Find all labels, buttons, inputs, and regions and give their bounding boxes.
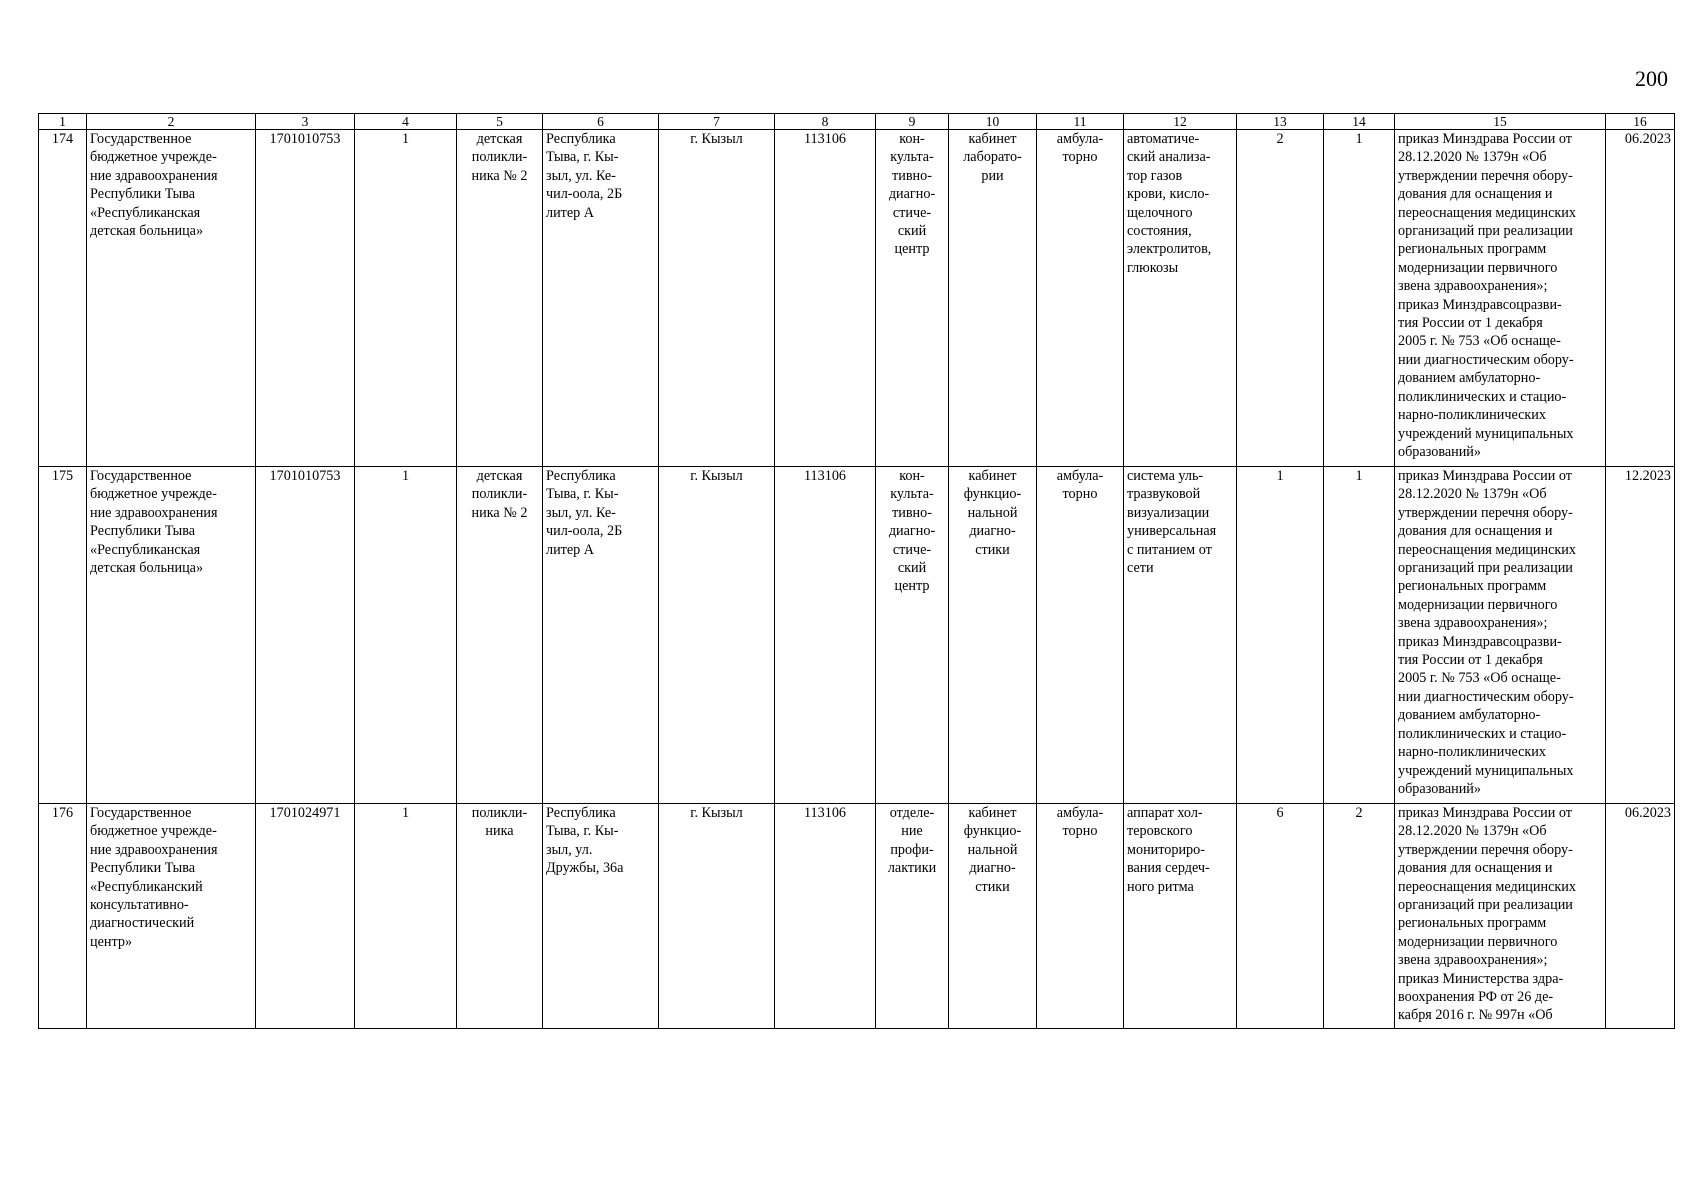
text-line: организаций при реализации (1398, 223, 1573, 240)
column-number-header: 6 (543, 114, 659, 130)
text-line: переоснащения медицинских (1398, 204, 1576, 221)
date-cell: 12.2023 (1606, 467, 1675, 804)
row-number-cell: 174 (39, 130, 87, 467)
text-line: нии диагностическим обору- (1398, 688, 1574, 705)
text-line: торно (1062, 149, 1098, 166)
date-cell: 06.2023 (1606, 804, 1675, 1029)
text-line: центр (894, 241, 930, 258)
inn-cell: 1701010753 (256, 467, 355, 804)
text-line: вания сердеч- (1127, 860, 1210, 877)
text-line: состояния, (1127, 223, 1192, 240)
organization-cell (87, 130, 256, 467)
text-line: организаций при реализации (1398, 897, 1573, 914)
text-line: лактики (887, 860, 937, 877)
text-line: Республики Тыва (90, 523, 196, 540)
text-line: звена здравоохранения»; (1398, 615, 1548, 632)
column-number-header: 1 (39, 114, 87, 130)
text-line: кон- (899, 131, 925, 147)
text-line: поликлинических и стацио- (1398, 388, 1567, 405)
city-cell: г. Кызыл (659, 804, 775, 1029)
text-line: диагно- (888, 523, 936, 540)
text-line: Государственное (90, 805, 192, 821)
text-line: амбула- (1056, 131, 1104, 147)
text-line: функцио- (963, 823, 1022, 840)
text-line: «Республиканская (90, 204, 201, 221)
text-line: глюкозы (1127, 259, 1179, 276)
text-line: «Республиканская (90, 541, 201, 558)
quantity-col4-cell: 1 (355, 804, 457, 1029)
text-line: поликли- (471, 486, 528, 503)
text-line: образований» (1398, 780, 1481, 797)
text-line: щелочного (1127, 204, 1193, 221)
column-number-header: 10 (949, 114, 1037, 130)
address-cell (543, 804, 659, 1029)
text-line: стиче- (892, 204, 932, 221)
code-cell: 113106 (775, 130, 876, 467)
room-cell (949, 130, 1037, 467)
column-number-header: 2 (87, 114, 256, 130)
text-line: детская (476, 468, 523, 484)
column-number-header: 13 (1237, 114, 1324, 130)
text-line: универсальная (1127, 523, 1217, 540)
row-number-cell: 176 (39, 804, 87, 1029)
text-line: 2005 г. № 753 «Об оснаще- (1398, 333, 1561, 350)
text-line: зыл, ул. (546, 841, 593, 858)
text-line: консультативно- (90, 897, 189, 914)
text-line: ного ритма (1127, 878, 1194, 895)
unit-cell (457, 467, 543, 804)
unit-cell (457, 804, 543, 1029)
text-line: дованием амбулаторно- (1398, 707, 1541, 724)
text-line: мониториро- (1127, 841, 1205, 858)
text-line: бюджетное учрежде- (90, 823, 217, 840)
text-line: нии диагностическим обору- (1398, 351, 1574, 368)
text-line: региональных программ (1398, 915, 1547, 932)
text-line: литер А (546, 204, 595, 221)
text-line: приказ Минздравсоцразви- (1398, 633, 1562, 650)
text-line: тия России от 1 декабря (1398, 652, 1543, 669)
column-number-header: 11 (1037, 114, 1124, 130)
column-number-header: 3 (256, 114, 355, 130)
legal-basis-cell (1395, 804, 1606, 1029)
text-line: нарно-поликлинических (1398, 744, 1546, 761)
text-line: стики (975, 541, 1010, 558)
text-line: утверждении перечня обору- (1398, 167, 1573, 184)
address-cell (543, 467, 659, 804)
unit-cell (457, 130, 543, 467)
text-line: крови, кисло- (1127, 186, 1210, 203)
text-line: нарно-поликлинических (1398, 407, 1546, 424)
text-line: кон- (899, 468, 925, 484)
text-line: ский (897, 560, 927, 577)
text-line: диагно- (969, 523, 1016, 540)
quantity-col4-cell: 1 (355, 467, 457, 804)
text-line: звена здравоохранения»; (1398, 278, 1548, 295)
page-number: 200 (1635, 66, 1668, 91)
text-line: ние (901, 823, 923, 840)
text-line: модернизации первичного (1398, 933, 1558, 950)
column-number-header: 8 (775, 114, 876, 130)
text-line: рии (981, 167, 1004, 184)
text-line: торно (1062, 823, 1098, 840)
text-line: кабинет (968, 131, 1017, 147)
equipment-cell (1124, 804, 1237, 1029)
text-line: функцио- (963, 486, 1022, 503)
text-line: дованием амбулаторно- (1398, 370, 1541, 387)
text-line: центр (894, 578, 930, 595)
equipment-cell (1124, 130, 1237, 467)
column-number-header: 9 (876, 114, 949, 130)
text-line: Тыва, г. Кы- (546, 149, 619, 166)
text-line: Тыва, г. Кы- (546, 486, 619, 503)
column-number-header: 16 (1606, 114, 1675, 130)
column-number-header: 4 (355, 114, 457, 130)
column-number-header: 12 (1124, 114, 1237, 130)
text-line: 28.12.2020 № 1379н «Об (1398, 149, 1547, 166)
text-line: дования для оснащения и (1398, 186, 1553, 203)
text-line: ника № 2 (471, 167, 528, 184)
text-line: зыл, ул. Ке- (546, 167, 616, 184)
text-line: диагно- (888, 186, 936, 203)
care-mode-cell (1037, 804, 1124, 1029)
text-line: Дружбы, 36а (546, 860, 624, 877)
text-line: профи- (890, 841, 934, 858)
text-line: ника (485, 823, 514, 840)
text-line: Республика (546, 805, 616, 821)
text-line: зыл, ул. Ке- (546, 504, 616, 521)
text-line: региональных программ (1398, 241, 1547, 258)
text-line: дования для оснащения и (1398, 860, 1553, 877)
date-cell: 06.2023 (1606, 130, 1675, 467)
text-line: центр» (90, 933, 133, 950)
table-row (39, 130, 1675, 467)
text-line: теровского (1127, 823, 1193, 840)
text-line: визуализации (1127, 504, 1210, 521)
text-line: электролитов, (1127, 241, 1212, 258)
care-mode-cell (1037, 467, 1124, 804)
text-line: амбула- (1056, 468, 1104, 484)
text-line: воохранения РФ от 26 де- (1398, 989, 1554, 1006)
text-line: бюджетное учрежде- (90, 486, 217, 503)
code-cell: 113106 (775, 804, 876, 1029)
column-number-header: 15 (1395, 114, 1606, 130)
text-line: ние здравоохранения (90, 167, 218, 184)
text-line: тивно- (892, 167, 932, 184)
organization-cell (87, 804, 256, 1029)
text-line: диагностический (90, 915, 195, 932)
text-line: нальной (967, 504, 1018, 521)
text-line: Республика (546, 468, 616, 484)
equipment-table (38, 113, 1675, 1029)
text-line: детская больница» (90, 560, 204, 577)
code-cell: 113106 (775, 467, 876, 804)
inn-cell: 1701010753 (256, 130, 355, 467)
text-line: лаборато- (963, 149, 1022, 166)
quantity-col13-cell: 2 (1237, 130, 1324, 467)
text-line: Тыва, г. Кы- (546, 823, 619, 840)
text-line: литер А (546, 541, 595, 558)
text-line: детская больница» (90, 223, 204, 240)
text-line: тразвуковой (1127, 486, 1201, 503)
equipment-cell (1124, 467, 1237, 804)
legal-basis-cell (1395, 467, 1606, 804)
text-line: организаций при реализации (1398, 560, 1573, 577)
text-line: кабря 2016 г. № 997н «Об (1398, 1007, 1553, 1024)
table-body (39, 130, 1675, 1029)
text-line: Республики Тыва (90, 860, 196, 877)
room-cell (949, 467, 1037, 804)
organization-cell (87, 467, 256, 804)
text-line: 28.12.2020 № 1379н «Об (1398, 823, 1547, 840)
text-line: «Республиканский (90, 878, 203, 895)
city-cell: г. Кызыл (659, 467, 775, 804)
row-number-cell: 175 (39, 467, 87, 804)
text-line: аппарат хол- (1127, 805, 1203, 821)
text-line: диагно- (969, 860, 1016, 877)
column-number-row (39, 114, 1675, 130)
text-line: модернизации первичного (1398, 596, 1558, 613)
text-line: дования для оснащения и (1398, 523, 1553, 540)
text-line: ский (897, 223, 927, 240)
text-line: образований» (1398, 443, 1481, 460)
text-line: тивно- (892, 504, 932, 521)
text-line: модернизации первичного (1398, 259, 1558, 276)
department-cell (876, 804, 949, 1029)
text-line: утверждении перечня обору- (1398, 504, 1573, 521)
quantity-col13-cell: 6 (1237, 804, 1324, 1029)
department-cell (876, 467, 949, 804)
text-line: нальной (967, 841, 1018, 858)
text-line: учреждений муниципальных (1398, 762, 1574, 779)
text-line: тор газов (1127, 167, 1183, 184)
text-line: ние здравоохранения (90, 504, 218, 521)
text-line: ника № 2 (471, 504, 528, 521)
department-cell (876, 130, 949, 467)
text-line: сети (1127, 560, 1154, 577)
text-line: 2005 г. № 753 «Об оснаще- (1398, 670, 1561, 687)
text-line: тия России от 1 декабря (1398, 315, 1543, 332)
text-line: поликли- (471, 805, 528, 821)
text-line: культа- (890, 149, 934, 166)
text-line: Государственное (90, 131, 192, 147)
quantity-col14-cell: 1 (1324, 130, 1395, 467)
text-line: приказ Минздрава России от (1398, 131, 1572, 147)
text-line: переоснащения медицинских (1398, 541, 1576, 558)
text-line: чил-оола, 2Б (546, 523, 623, 540)
legal-basis-cell (1395, 130, 1606, 467)
text-line: кабинет (968, 805, 1017, 821)
text-line: детская (476, 131, 523, 147)
text-line: приказ Минздравсоцразви- (1398, 296, 1562, 313)
text-line: амбула- (1056, 805, 1104, 821)
table-row (39, 804, 1675, 1029)
text-line: Республика (546, 131, 616, 147)
text-line: приказ Министерства здра- (1398, 970, 1564, 987)
text-line: стики (975, 878, 1010, 895)
text-line: ский анализа- (1127, 149, 1211, 166)
text-line: чил-оола, 2Б (546, 186, 623, 203)
text-line: торно (1062, 486, 1098, 503)
quantity-col13-cell: 1 (1237, 467, 1324, 804)
room-cell (949, 804, 1037, 1029)
text-line: с питанием от (1127, 541, 1212, 558)
text-line: 28.12.2020 № 1379н «Об (1398, 486, 1547, 503)
text-line: звена здравоохранения»; (1398, 952, 1548, 969)
city-cell: г. Кызыл (659, 130, 775, 467)
text-line: поликлинических и стацио- (1398, 725, 1567, 742)
text-line: ние здравоохранения (90, 841, 218, 858)
quantity-col14-cell: 2 (1324, 804, 1395, 1029)
text-line: система уль- (1127, 468, 1204, 484)
text-line: автоматиче- (1127, 131, 1200, 147)
column-number-header: 5 (457, 114, 543, 130)
table-row (39, 467, 1675, 804)
text-line: стиче- (892, 541, 932, 558)
text-line: региональных программ (1398, 578, 1547, 595)
text-line: бюджетное учрежде- (90, 149, 217, 166)
text-line: Республики Тыва (90, 186, 196, 203)
text-line: поликли- (471, 149, 528, 166)
address-cell (543, 130, 659, 467)
quantity-col4-cell: 1 (355, 130, 457, 467)
text-line: отделе- (889, 805, 935, 821)
text-line: кабинет (968, 468, 1017, 484)
column-number-header: 14 (1324, 114, 1395, 130)
text-line: приказ Минздрава России от (1398, 468, 1572, 484)
text-line: учреждений муниципальных (1398, 425, 1574, 442)
text-line: переоснащения медицинских (1398, 878, 1576, 895)
inn-cell: 1701024971 (256, 804, 355, 1029)
text-line: утверждении перечня обору- (1398, 841, 1573, 858)
text-line: культа- (890, 486, 934, 503)
column-number-header: 7 (659, 114, 775, 130)
text-line: приказ Минздрава России от (1398, 805, 1572, 821)
quantity-col14-cell: 1 (1324, 467, 1395, 804)
text-line: Государственное (90, 468, 192, 484)
care-mode-cell (1037, 130, 1124, 467)
